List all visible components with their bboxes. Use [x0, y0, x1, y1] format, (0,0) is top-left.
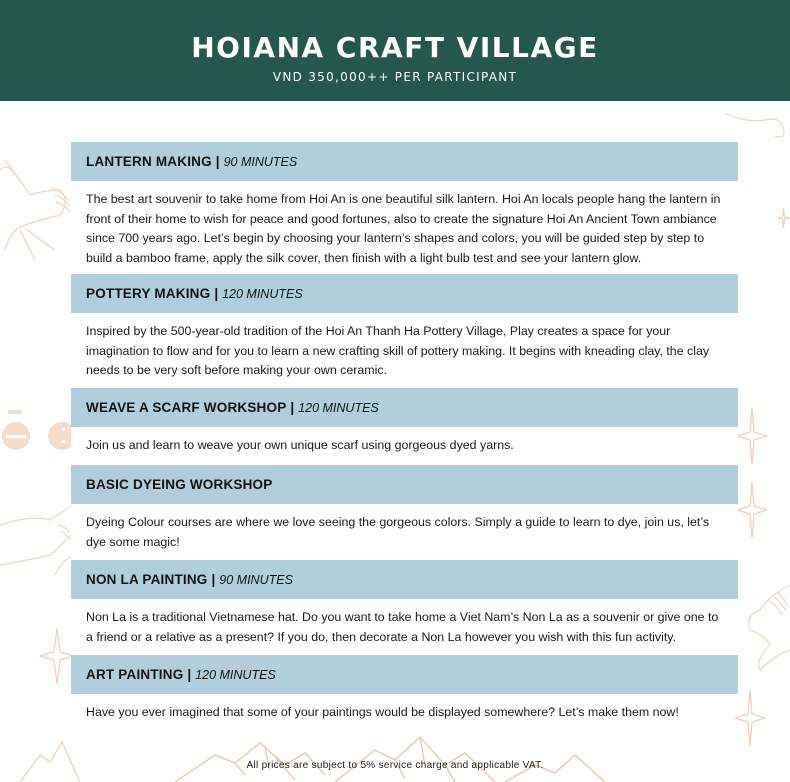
workshop-duration: 120 MINUTES	[298, 400, 379, 415]
separator: |	[211, 572, 216, 587]
workshop-name: ART PAINTING	[86, 667, 184, 682]
bird-illustration-left	[0, 140, 75, 270]
section-header	[71, 388, 738, 427]
workshop-name: POTTERY MAKING	[86, 286, 211, 301]
separator: |	[214, 286, 219, 301]
section-header	[71, 142, 738, 181]
separator: |	[215, 154, 220, 169]
workshop-section-lantern-making	[71, 142, 738, 274]
workshop-description: Have you ever imagined that some of your paintings would be displayed somewhere? Let’s make them now!	[86, 705, 679, 719]
section-header	[71, 274, 738, 313]
workshop-duration: 90 MINUTES	[223, 154, 298, 169]
workshop-duration: 120 MINUTES	[195, 667, 276, 682]
workshop-description: Dyeing Colour courses are where we love seeing the gorgeous colors. Simply a guide to learn to dye, join us, let’s dye some magic!	[71, 504, 738, 560]
workshop-description: The best art souvenir to take home from Hoi An is one beautiful silk lantern. Hoi An locals people hang the lantern in front of their home to wish for peace and good fortunes, also to create the signature Hoi An Ancient Town ambiance since 700 years ago. Let’s begin by choosing your lantern’s shapes and colors, you will be guided step by step to build a bamboo frame, apply the silk cover, then finish with a light bulb test and see your lantern glow.	[71, 181, 738, 274]
sparkle-icon-right-3	[737, 482, 767, 538]
section-header	[71, 465, 738, 504]
separator: |	[187, 667, 192, 682]
sparkle-icon-right-2	[737, 408, 767, 464]
sparkle-icon-left	[40, 628, 74, 684]
section-header	[71, 560, 738, 599]
workshop-section-non-la-painting	[71, 560, 738, 655]
pricing-disclaimer: All prices are subject to 5% service charge and applicable VAT.	[246, 760, 544, 771]
workshop-section-weave-a-scarf	[71, 388, 738, 465]
separator: |	[290, 400, 295, 415]
workshop-section-pottery-making	[71, 274, 738, 388]
section-header	[71, 655, 738, 694]
workshop-duration: 120 MINUTES	[222, 286, 303, 301]
price-subtitle: VND 350,000++ PER PARTICIPANT	[272, 70, 518, 84]
bird-illustration-right	[740, 585, 790, 685]
workshop-description: Inspired by the 500-year-old tradition of the Hoi An Thanh Ha Pottery Village, Play creates a space for your imagination to flow and for you to learn a new crafting skill of pottery making. It begins with kneading clay, the clay needs to be very soft before making your own ceramic.	[71, 313, 738, 388]
mountain-illustration-bottom	[175, 735, 635, 782]
workshop-description: Non La is a traditional Vietnamese hat. Do you want to take home a Viet Nam’s Non La as a souvenir or give one to a friend or a relative as a present? If you do, then decorate a Non La however you wish with this fun activity.	[71, 599, 738, 655]
workshop-name: WEAVE A SCARF WORKSHOP	[86, 400, 287, 415]
workshop-name: LANTERN MAKING	[86, 154, 212, 169]
workshop-section-basic-dyeing	[71, 465, 738, 560]
workshop-name: BASIC DYEING WORKSHOP	[86, 477, 273, 492]
workshop-list	[71, 142, 738, 732]
workshop-section-art-painting	[71, 655, 738, 732]
sparkle-icon-right-1	[777, 208, 790, 228]
lantern-illustration-left	[0, 408, 75, 468]
bird-illustration-left-lower	[0, 505, 75, 595]
header-banner	[0, 0, 790, 101]
workshop-duration: 90 MINUTES	[219, 572, 293, 587]
workshop-description: Join us and learn to weave your own unique scarf using gorgeous dyed yarns.	[71, 427, 738, 465]
workshop-name: NON LA PAINTING	[86, 572, 208, 587]
page-title: HOIANA CRAFT VILLAGE	[191, 31, 599, 64]
sparkle-icon-right-4	[735, 690, 765, 746]
